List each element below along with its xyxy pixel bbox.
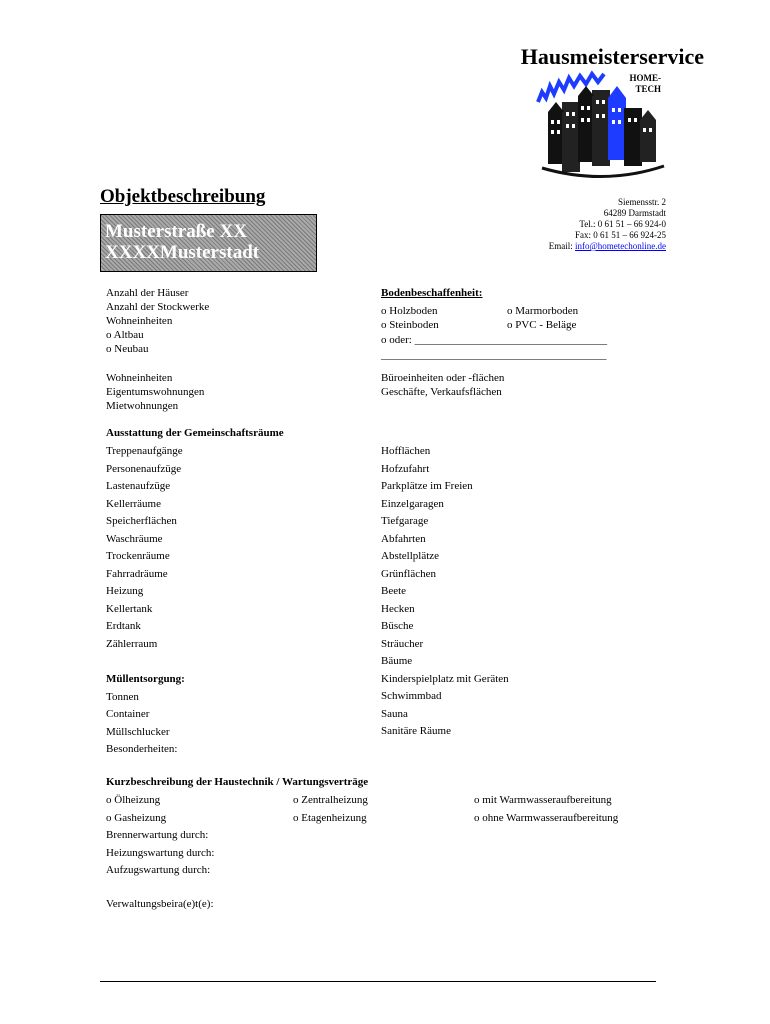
list-item: Kellertank [106,602,153,615]
admin-label: Verwaltungsbeira(e)t(e): [106,898,214,910]
list-item: Speicherflächen [106,515,177,527]
list-item: Personenaufzüge [106,462,182,475]
list-item: Beete [381,585,407,597]
list-item: Bäume [381,655,413,667]
list-item: Treppenaufgänge [106,445,183,457]
list-item: Sauna [381,707,408,720]
list-item: Parkplätze im Freien [381,480,473,492]
floor-option: o Holzboden [381,305,438,317]
list-item: Heizung [106,585,144,597]
unit-item: Mietwohnungen [106,400,179,412]
waste-list [106,671,185,759]
common-left-list [106,443,183,653]
list-item: Grünflächen [381,567,436,580]
list-item: Kellerräume [106,497,161,510]
signature-line [100,981,656,982]
list-item: Hofflächen [381,445,431,457]
list-item: Anzahl der Häuser [106,287,189,299]
list-item: Erdtank [106,620,141,632]
contact-street: Siemensstr. 2 [617,197,666,207]
address-box [100,214,317,272]
list-item: Einzelgaragen [381,497,444,510]
common-right-list [381,443,509,741]
list-item: Hofzufahrt [381,462,430,475]
list-item: Abstellplätze [381,550,440,562]
address-city: XXXXMusterstadt [105,242,260,263]
address-street: Musterstraße XX [105,221,247,242]
maint-item: Brennerwartung durch: [106,829,209,841]
contact-block [549,197,666,252]
unit-item: Geschäfte, Verkaufsflächen [381,386,502,398]
floor-option: o Steinboden [381,319,439,331]
waste-heading: Müllentsorgung: [106,673,185,685]
contact-tel: Tel.: 0 61 51 – 66 924-0 [579,219,666,229]
list-item: Waschräume [106,532,163,545]
list-item: Fahrradräume [106,567,168,580]
floor-option: o Marmorboden [507,305,579,317]
list-item: Zählerraum [106,637,158,650]
floor-other: o oder: ___________________________________ [381,334,608,346]
list-item: Trockenräume [106,550,170,562]
list-item: Anzahl der Stockwerke [106,301,210,313]
maint-item: Aufzugswartung durch: [106,864,211,876]
tech-option: o Gasheizung [106,811,167,824]
list-item: o Altbau [106,329,144,341]
list-item: Tonnen [106,690,139,703]
tech-heading: Kurzbeschreibung der Haustechnik / Wartungsverträge [106,776,369,788]
list-item: Sträucher [381,637,424,650]
floor-option: o PVC - Beläge [507,319,577,331]
list-item: Abfahrten [381,532,426,545]
page-title: Objektbeschreibung [100,186,266,207]
list-item: Müllschlucker [106,725,170,738]
logo-text-home: HOME- [629,73,661,83]
tech-option: o Etagenheizung [293,811,367,824]
floor-heading: Bodenbeschaffenheit: [381,287,483,299]
unit-item: Büroeinheiten oder -flächen [381,372,505,384]
list-item: Lastenaufzüge [106,480,171,492]
unit-item: Wohneinheiten [106,372,173,384]
maint-item: Heizungswartung durch: [106,846,215,859]
contact-email-label: Email: [548,241,573,251]
contact-city: 64289 Darmstadt [603,208,666,218]
list-item: Schwimmbad [381,690,442,702]
list-item: Wohneinheiten [106,315,173,327]
list-item: Sanitäre Räume [381,725,451,737]
tech-option: o ohne Warmwasseraufbereitung [474,811,619,824]
unit-item: Eigentumswohnungen [106,386,205,398]
contact-email-link[interactable]: info@hometechonline.de [574,241,666,251]
common-heading: Ausstattung der Gemeinschaftsräume [106,427,284,439]
houses-list [106,286,209,356]
list-item: Tiefgarage [381,515,429,527]
floor-other-line: _________________________________________ [381,349,607,361]
tech-option: o Ölheizung [106,794,161,806]
contact-fax: Fax: 0 61 51 – 66 924-25 [575,230,666,240]
brand-title: Hausmeisterservice [520,44,704,69]
list-item: o Neubau [106,343,149,355]
list-item: Besonderheiten: [106,743,178,755]
list-item: Büsche [381,620,414,632]
logo-text-tech: TECH [635,84,661,94]
list-item: Container [106,708,150,720]
list-item: Hecken [381,602,415,615]
tech-option: o mit Warmwasseraufbereitung [474,794,612,806]
tech-option: o Zentralheizung [293,794,368,806]
list-item: Kinderspielplatz mit Geräten [381,672,509,685]
